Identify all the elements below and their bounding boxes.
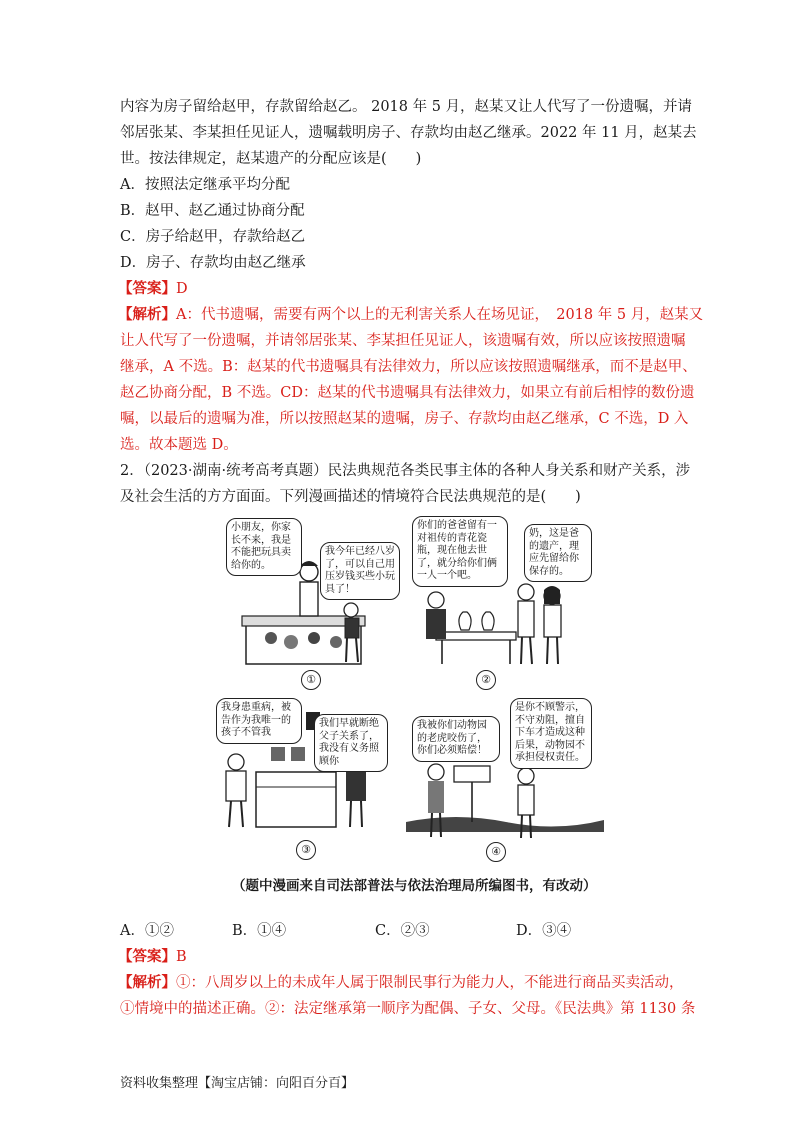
analysis-text: ①：八周岁以上的未成年人属于限制民事行为能力人，不能进行商品买卖活动， xyxy=(176,975,684,991)
comic-4-number: ④ xyxy=(486,842,506,862)
q2-option-a: A．①② xyxy=(120,923,174,939)
q1-text-line-1: 内容为房子留给赵甲，存款留给赵乙。 2018 年 5 月，赵某又让人代写了一份遗嘱，并请 xyxy=(120,99,693,115)
q1-text-line-3: 世。按法律规定，赵某遗产的分配应该是( ) xyxy=(120,151,422,167)
page-footer: 资料收集整理【淘宝店铺：向阳百分百】 xyxy=(120,1076,355,1091)
comic-2-number: ② xyxy=(476,670,496,690)
q1-answer xyxy=(118,279,188,299)
q1-analysis-line-5: 嘱，以最后的遗嘱为准，所以按照赵某的遗嘱，房子、存款均由赵乙继承，C 不选，D 入 xyxy=(120,411,689,427)
comic-panel-3 xyxy=(196,692,396,868)
q2-analysis-line-1 xyxy=(118,973,684,993)
comic-1-speech-child: 我今年已经八岁了，可以自己用压岁钱买些小玩具了！ xyxy=(320,542,400,600)
comic-2-speech-children: 奶，这是爸的遗产，理应先留给你保存的。 xyxy=(524,524,592,582)
comic-4-speech-visitor: 我被你们动物园的老虎咬伤了，你们必须赔偿！ xyxy=(412,716,500,762)
q1-text-line-2: 邻居张某、李某担任见证人，遗嘱载明房子、存款均由赵乙继承。2022 年 11 月，赵某去 xyxy=(120,125,697,141)
comic-panel-2 xyxy=(406,512,604,692)
comic-caption: （题中漫画来自司法部普法与依法治理局所编图书，有改动） xyxy=(232,878,597,894)
q2-text-line-1: 2．（2023·湖南·统考高考真题）民法典规范各类民事主体的各种人身关系和财产关系，涉 xyxy=(120,463,691,479)
q2-option-c: C．②③ xyxy=(375,923,430,939)
analysis-tag: 【解析】 xyxy=(118,974,176,991)
q1-analysis-line-1 xyxy=(118,305,703,325)
answer-value: D xyxy=(176,281,188,297)
answer-value: B xyxy=(176,949,187,965)
answer-tag: 【答案】 xyxy=(118,280,176,297)
comic-3-speech-parent: 我身患重病，被告作为我唯一的孩子不管我 xyxy=(216,698,302,744)
q1-option-d: D．房子、存款均由赵乙继承 xyxy=(120,255,306,271)
analysis-text: A：代书遗嘱，需要有两个以上的无利害关系人在场见证， 2018 年 5 月，赵某又 xyxy=(176,307,704,323)
answer-tag: 【答案】 xyxy=(118,948,176,965)
q1-option-a: A．按照法定继承平均分配 xyxy=(120,177,290,193)
q1-analysis-line-2: 让人代写了一份遗嘱，并请邻居张某、李某担任见证人，该遗嘱有效，所以应该按照遗嘱 xyxy=(120,333,686,349)
q1-option-b: B．赵甲、赵乙通过协商分配 xyxy=(120,203,305,219)
comic-illustration xyxy=(196,512,604,868)
q2-text-line-2: 及社会生活的方方面面。下列漫画描述的情境符合民法典规范的是( ) xyxy=(120,489,581,505)
q1-analysis-line-3: 继承，A 不选。B：赵某的代书遗嘱具有法律效力，所以应该按照遗嘱继承，而不是赵甲、 xyxy=(120,359,697,375)
analysis-tag: 【解析】 xyxy=(118,306,176,323)
comic-3-number: ③ xyxy=(296,840,316,860)
q1-analysis-line-6: 选。故本题选 D。 xyxy=(120,437,238,453)
comic-2-speech-elder: 你们的爸爸留有一对祖传的青花瓷瓶，现在他去世了，就分给你们俩一人一个吧。 xyxy=(412,516,508,587)
comic-panel-4 xyxy=(406,692,604,868)
q2-answer xyxy=(118,947,187,967)
q1-analysis-line-4: 赵乙协商分配，B 不选。CD：赵某的代书遗嘱具有法律效力，如果立有前后相悖的数份遗 xyxy=(120,385,695,401)
q1-option-c: C．房子给赵甲，存款给赵乙 xyxy=(120,229,306,245)
q2-option-d: D．③④ xyxy=(516,923,572,939)
q2-analysis-line-2: ①情境中的描述正确。②：法定继承第一顺序为配偶、子女、父母。《民法典》第 1130 条 xyxy=(120,1001,696,1017)
comic-1-number: ① xyxy=(301,670,321,690)
q2-option-b: B．①④ xyxy=(232,923,287,939)
comic-3-speech-child: 我们早就断绝父子关系了，我没有义务照顾你 xyxy=(314,714,388,772)
comic-4-speech-zoo-staff: 是你不顾警示，不守劝阻，擅自下车才造成这种后果，动物园不承担侵权责任。 xyxy=(510,698,592,769)
comic-panel-1 xyxy=(196,512,396,692)
comic-1-speech-clerk: 小朋友，你家长不来，我是不能把玩具卖给你的。 xyxy=(226,518,302,576)
